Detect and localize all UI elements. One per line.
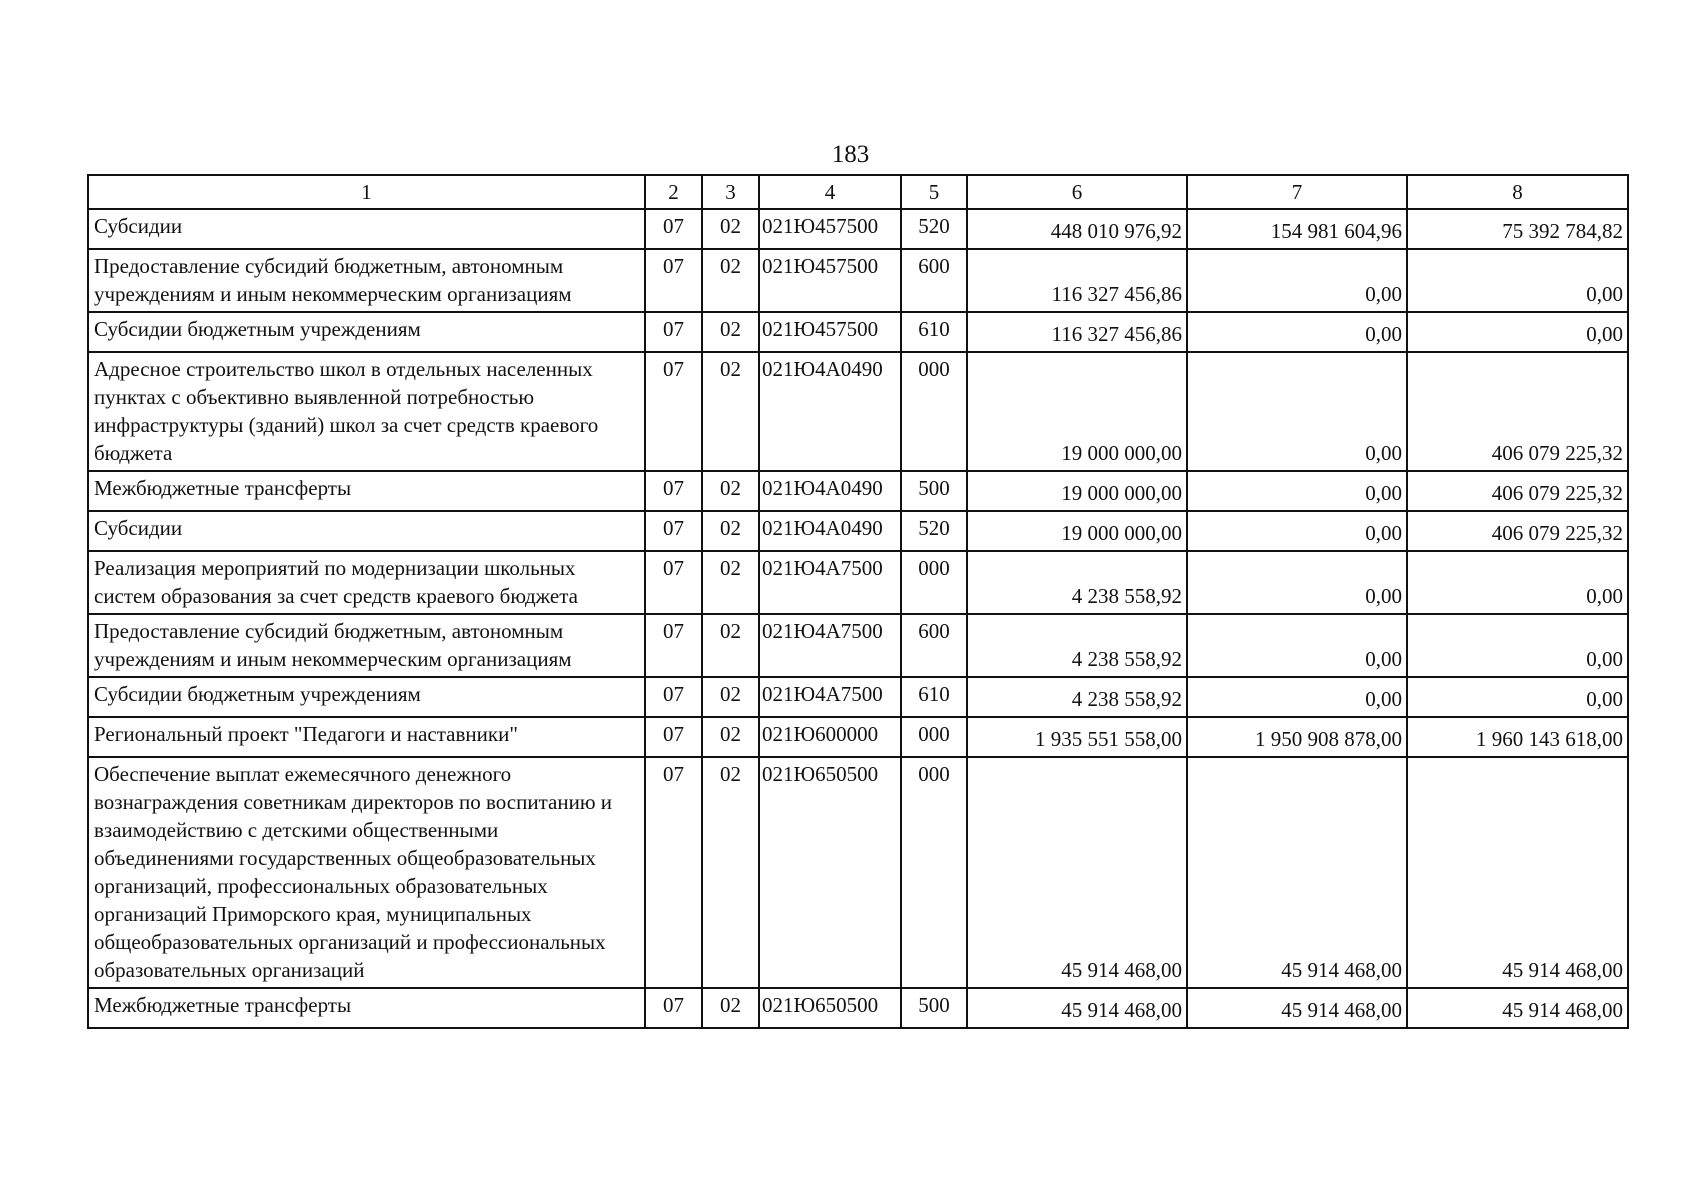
section-code: 07 (645, 988, 702, 1028)
subsection-code: 02 (702, 511, 759, 551)
row-name: Межбюджетные трансферты (88, 471, 645, 511)
amount-col-7: 0,00 (1187, 312, 1407, 352)
subsection-code: 02 (702, 352, 759, 471)
target-article-code: 021Ю650500 (759, 757, 901, 988)
amount-col-8: 406 079 225,32 (1407, 471, 1628, 511)
table-row (88, 988, 1628, 1028)
subsection-code: 02 (702, 249, 759, 312)
expense-type-code: 600 (901, 614, 967, 677)
amount-col-6: 4 238 558,92 (967, 677, 1187, 717)
budget-table (87, 174, 1629, 1029)
table-row (88, 249, 1628, 312)
amount-col-8: 0,00 (1407, 551, 1628, 614)
column-header-4: 4 (759, 175, 901, 209)
table-header (88, 175, 1628, 209)
expense-type-code: 000 (901, 717, 967, 757)
target-article-code: 021Ю457500 (759, 209, 901, 249)
section-code: 07 (645, 757, 702, 988)
row-name: Обеспечение выплат ежемесячного денежного вознаграждения советникам директоров по воспитанию и взаимодействию с детскими общественными объединениями государственных общеобразовательных организаций, профессиональных образовательных организаций Приморского края, муниципальных общеобразовательных организаций и профессиональных образовательных организаций (88, 757, 645, 988)
column-header-6: 6 (967, 175, 1187, 209)
table-row (88, 757, 1628, 988)
expense-type-code: 610 (901, 677, 967, 717)
amount-col-6: 448 010 976,92 (967, 209, 1187, 249)
target-article-code: 021Ю4А0490 (759, 352, 901, 471)
amount-col-6: 116 327 456,86 (967, 249, 1187, 312)
page-number: 183 (831, 141, 870, 168)
amount-col-6: 19 000 000,00 (967, 511, 1187, 551)
amount-col-8: 0,00 (1407, 677, 1628, 717)
row-name: Субсидии (88, 511, 645, 551)
row-name: Субсидии бюджетным учреждениям (88, 312, 645, 352)
amount-col-6: 19 000 000,00 (967, 471, 1187, 511)
amount-col-6: 116 327 456,86 (967, 312, 1187, 352)
amount-col-6: 45 914 468,00 (967, 988, 1187, 1028)
table-body (88, 209, 1628, 1028)
amount-col-7: 0,00 (1187, 551, 1407, 614)
section-code: 07 (645, 717, 702, 757)
table-row (88, 677, 1628, 717)
column-header-3: 3 (702, 175, 759, 209)
amount-col-8: 406 079 225,32 (1407, 352, 1628, 471)
row-name: Адресное строительство школ в отдельных населенных пунктах с объективно выявленной потребностью инфраструктуры (зданий) школ за счет средств краевого бюджета (88, 352, 645, 471)
section-code: 07 (645, 312, 702, 352)
column-header-1: 1 (88, 175, 645, 209)
amount-col-8: 45 914 468,00 (1407, 988, 1628, 1028)
row-name: Предоставление субсидий бюджетным, автономным учреждениям и иным некоммерческим организациям (88, 614, 645, 677)
row-name: Реализация мероприятий по модернизации школьных систем образования за счет средств краевого бюджета (88, 551, 645, 614)
expense-type-code: 000 (901, 551, 967, 614)
row-name: Субсидии (88, 209, 645, 249)
subsection-code: 02 (702, 551, 759, 614)
column-header-7: 7 (1187, 175, 1407, 209)
table-row (88, 471, 1628, 511)
target-article-code: 021Ю600000 (759, 717, 901, 757)
table-row (88, 614, 1628, 677)
section-code: 07 (645, 511, 702, 551)
expense-type-code: 610 (901, 312, 967, 352)
column-number-row (88, 175, 1628, 209)
amount-col-6: 4 238 558,92 (967, 551, 1187, 614)
amount-col-7: 0,00 (1187, 249, 1407, 312)
subsection-code: 02 (702, 757, 759, 988)
target-article-code: 021Ю457500 (759, 312, 901, 352)
table-row (88, 209, 1628, 249)
amount-col-7: 45 914 468,00 (1187, 988, 1407, 1028)
amount-col-7: 0,00 (1187, 352, 1407, 471)
section-code: 07 (645, 551, 702, 614)
section-code: 07 (645, 209, 702, 249)
expense-type-code: 600 (901, 249, 967, 312)
amount-col-7: 0,00 (1187, 511, 1407, 551)
amount-col-6: 19 000 000,00 (967, 352, 1187, 471)
column-header-5: 5 (901, 175, 967, 209)
target-article-code: 021Ю650500 (759, 988, 901, 1028)
row-name: Региональный проект "Педагоги и наставники" (88, 717, 645, 757)
row-name: Межбюджетные трансферты (88, 988, 645, 1028)
amount-col-7: 154 981 604,96 (1187, 209, 1407, 249)
row-name: Предоставление субсидий бюджетным, автономным учреждениям и иным некоммерческим организациям (88, 249, 645, 312)
column-header-2: 2 (645, 175, 702, 209)
expense-type-code: 500 (901, 471, 967, 511)
subsection-code: 02 (702, 471, 759, 511)
subsection-code: 02 (702, 677, 759, 717)
amount-col-8: 1 960 143 618,00 (1407, 717, 1628, 757)
amount-col-8: 0,00 (1407, 614, 1628, 677)
expense-type-code: 520 (901, 511, 967, 551)
amount-col-8: 406 079 225,32 (1407, 511, 1628, 551)
target-article-code: 021Ю4А0490 (759, 511, 901, 551)
expense-type-code: 500 (901, 988, 967, 1028)
column-header-8: 8 (1407, 175, 1628, 209)
amount-col-8: 75 392 784,82 (1407, 209, 1628, 249)
target-article-code: 021Ю4А7500 (759, 551, 901, 614)
amount-col-6: 1 935 551 558,00 (967, 717, 1187, 757)
amount-col-7: 0,00 (1187, 471, 1407, 511)
amount-col-7: 0,00 (1187, 677, 1407, 717)
expense-type-code: 520 (901, 209, 967, 249)
amount-col-8: 0,00 (1407, 312, 1628, 352)
target-article-code: 021Ю457500 (759, 249, 901, 312)
amount-col-7: 45 914 468,00 (1187, 757, 1407, 988)
target-article-code: 021Ю4А7500 (759, 677, 901, 717)
amount-col-7: 0,00 (1187, 614, 1407, 677)
amount-col-6: 45 914 468,00 (967, 757, 1187, 988)
amount-col-8: 0,00 (1407, 249, 1628, 312)
target-article-code: 021Ю4А7500 (759, 614, 901, 677)
section-code: 07 (645, 614, 702, 677)
table-row (88, 511, 1628, 551)
target-article-code: 021Ю4А0490 (759, 471, 901, 511)
section-code: 07 (645, 471, 702, 511)
table-row (88, 352, 1628, 471)
amount-col-7: 1 950 908 878,00 (1187, 717, 1407, 757)
table-row (88, 312, 1628, 352)
amount-col-8: 45 914 468,00 (1407, 757, 1628, 988)
row-name: Субсидии бюджетным учреждениям (88, 677, 645, 717)
table-row (88, 717, 1628, 757)
section-code: 07 (645, 677, 702, 717)
table-row (88, 551, 1628, 614)
subsection-code: 02 (702, 614, 759, 677)
amount-col-6: 4 238 558,92 (967, 614, 1187, 677)
section-code: 07 (645, 249, 702, 312)
expense-type-code: 000 (901, 352, 967, 471)
subsection-code: 02 (702, 312, 759, 352)
expense-type-code: 000 (901, 757, 967, 988)
section-code: 07 (645, 352, 702, 471)
subsection-code: 02 (702, 717, 759, 757)
subsection-code: 02 (702, 209, 759, 249)
subsection-code: 02 (702, 988, 759, 1028)
